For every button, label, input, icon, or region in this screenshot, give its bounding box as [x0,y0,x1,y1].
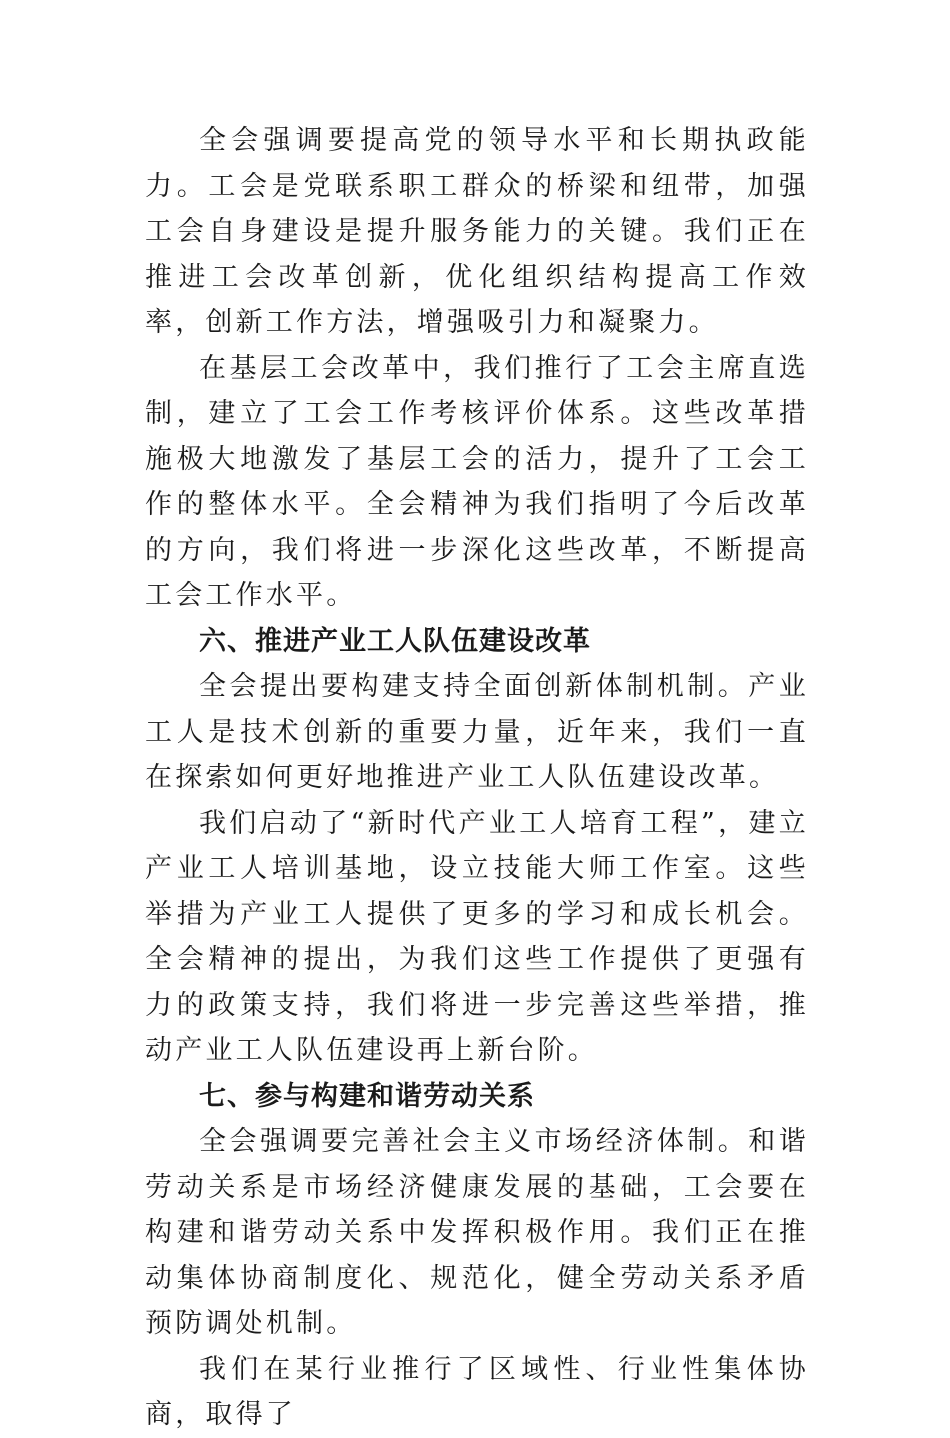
document-body [145,118,809,1438]
paragraph-grassroots-reform: 在基层工会改革中，我们推行了工会主席直选制，建立了工会工作考核评价体系。这些改革措施极大地激发了基层工会的活力，提升了工会工作的整体水平。全会精神为我们指明了今后改革的方向，我们将进一步深化这些改革，不断提高工会工作水平。 [145,352,809,611]
section-heading-six: 六、推进产业工人队伍建设改革 [199,625,591,657]
paragraph-worker-training: 我们启动了“新时代产业工人培育工程”，建立产业工人培训基地，设立技能大师工作室。这些举措为产业工人提供了更多的学习和成长机会。全会精神的提出，为我们这些工作提供了更强有力的政策支持，我们将进一步完善这些举措，推动产业工人队伍建设再上新台阶。 [145,807,809,1066]
paragraph-party-leadership: 全会强调要提高党的领导水平和长期执政能力。工会是党联系职工群众的桥梁和纽带，加强工会自身建设是提升服务能力的关键。我们正在推进工会改革创新，优化组织结构提高工作效率，创新工作方法，增强吸引力和凝聚力。 [145,125,809,338]
paragraph-collective-bargaining: 我们在某行业推行了区域性、行业性集体协商，取得了 [145,1353,809,1430]
section-heading-seven: 七、参与构建和谐劳动关系 [199,1080,535,1112]
paragraph-market-economy: 全会强调要完善社会主义市场经济体制。和谐劳动关系是市场经济健康发展的基础，工会要在构建和谐劳动关系中发挥积极作用。我们正在推动集体协商制度化、规范化，健全劳动关系矛盾预防调处机制。 [145,1126,809,1339]
paragraph-innovation-mechanism: 全会提出要构建支持全面创新体制机制。产业工人是技术创新的重要力量，近年来，我们一直在探索如何更好地推进产业工人队伍建设改革。 [145,671,809,793]
